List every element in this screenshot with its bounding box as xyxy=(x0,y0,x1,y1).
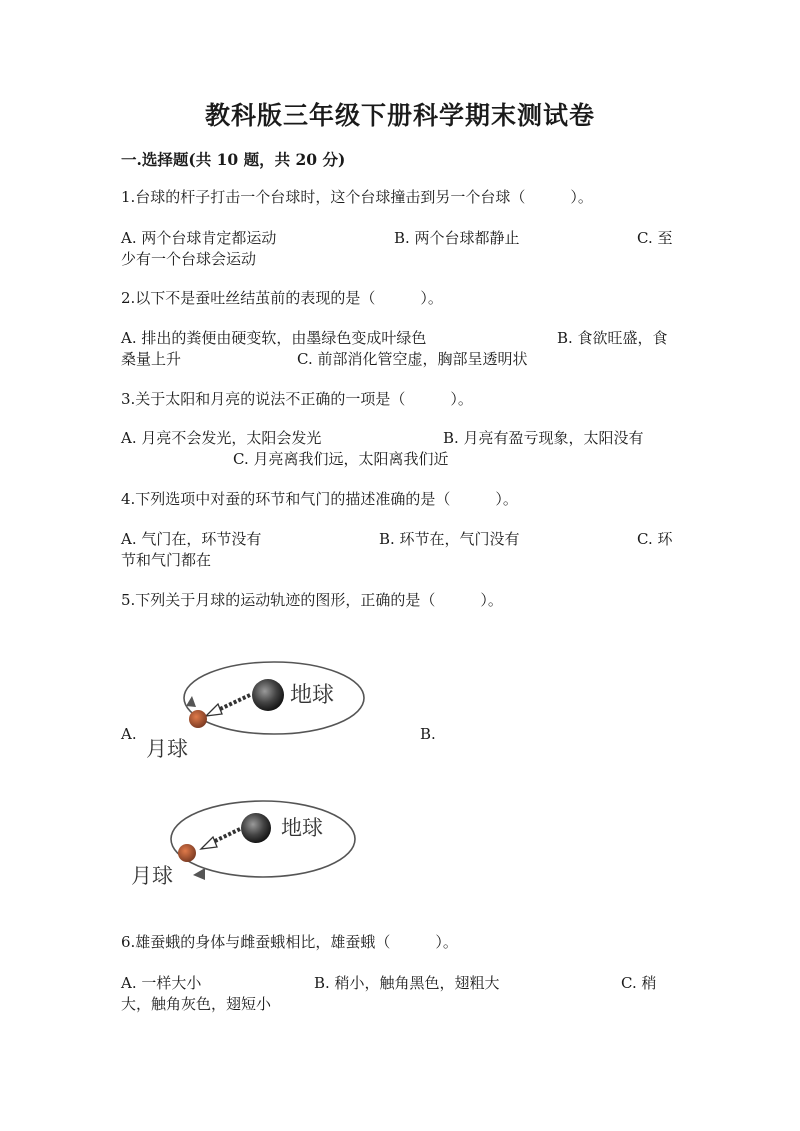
moon-label: 月球 xyxy=(146,737,188,761)
gravity-line xyxy=(213,829,240,842)
question-4-option-c[interactable]: C. 环 xyxy=(637,530,673,548)
question-4-option-a[interactable]: A. 气门在，环节没有 xyxy=(121,530,262,548)
question-6-option-b[interactable]: B. 稍小，触角黑色，翅粗大 xyxy=(314,974,500,992)
question-4-option-b[interactable]: B. 环节在，气门没有 xyxy=(379,530,520,548)
question-3-option-b[interactable]: B. 月亮有盈亏现象，太阳没有 xyxy=(443,429,644,447)
question-5-option-b[interactable]: B. xyxy=(420,725,436,743)
section-heading: 一.选择题(共 10 题，共 20 分) xyxy=(121,150,346,169)
question-1-option-c[interactable]: C. 至 xyxy=(637,229,673,247)
question-6-option-c[interactable]: C. 稍 xyxy=(621,974,657,992)
page-title: 教科版三年级下册科学期末测试卷 xyxy=(204,101,595,130)
question-2-option-b-cont: 桑量上升 xyxy=(121,350,182,368)
question-3-option-a[interactable]: A. 月亮不会发光，太阳会发光 xyxy=(121,429,322,447)
question-1-stem: 1.台球的杆子打击一个台球时，这个台球撞击到另一个台球（ ）。 xyxy=(121,188,593,206)
earth-label: 地球 xyxy=(290,683,335,708)
earth-globe-icon xyxy=(252,679,284,711)
question-4-option-c-cont: 节和气门都在 xyxy=(121,551,212,569)
moon-sphere-icon xyxy=(189,710,207,728)
question-3-stem: 3.关于太阳和月亮的说法不正确的一项是（ ）。 xyxy=(121,390,473,408)
moon-label: 月球 xyxy=(131,864,173,888)
question-5-figure-a xyxy=(140,660,380,770)
question-2-option-b[interactable]: B. 食欲旺盛，食 xyxy=(557,329,668,347)
earth-label: 地球 xyxy=(281,816,323,840)
orbit-arrow-icon xyxy=(186,696,196,707)
question-2-option-a[interactable]: A. 排出的粪便由硬变软，由墨绿色变成叶绿色 xyxy=(121,329,427,347)
gravity-line xyxy=(218,695,250,710)
question-6-option-a[interactable]: A. 一样大小 xyxy=(121,974,202,992)
question-5-figure-b xyxy=(125,795,365,905)
question-2-stem: 2.以下不是蚕吐丝结茧前的表现的是（ ）。 xyxy=(121,289,443,307)
question-3-option-c[interactable]: C. 月亮离我们远，太阳离我们近 xyxy=(233,450,449,468)
moon-sphere-icon xyxy=(178,844,196,862)
question-2-option-c[interactable]: C. 前部消化管空虚，胸部呈透明状 xyxy=(297,350,528,368)
question-5-option-a[interactable]: A. xyxy=(121,725,137,743)
question-6-stem: 6.雄蚕蛾的身体与雌蚕蛾相比，雄蚕蛾（ ）。 xyxy=(121,933,458,951)
question-4-stem: 4.下列选项中对蚕的环节和气门的描述准确的是（ ）。 xyxy=(121,490,518,508)
orbit-arrow-icon xyxy=(193,868,205,880)
question-6-option-c-cont: 大，触角灰色，翅短小 xyxy=(121,995,272,1013)
gravity-arrow-icon xyxy=(201,837,217,849)
question-1-option-c-cont: 少有一个台球会运动 xyxy=(121,250,257,268)
question-5-stem: 5.下列关于月球的运动轨迹的图形，正确的是（ ）。 xyxy=(121,591,503,609)
question-1-option-b[interactable]: B. 两个台球都静止 xyxy=(394,229,520,247)
earth-globe-icon xyxy=(241,813,271,843)
question-1-option-a[interactable]: A. 两个台球肯定都运动 xyxy=(121,229,277,247)
gravity-arrow-icon xyxy=(206,704,222,716)
